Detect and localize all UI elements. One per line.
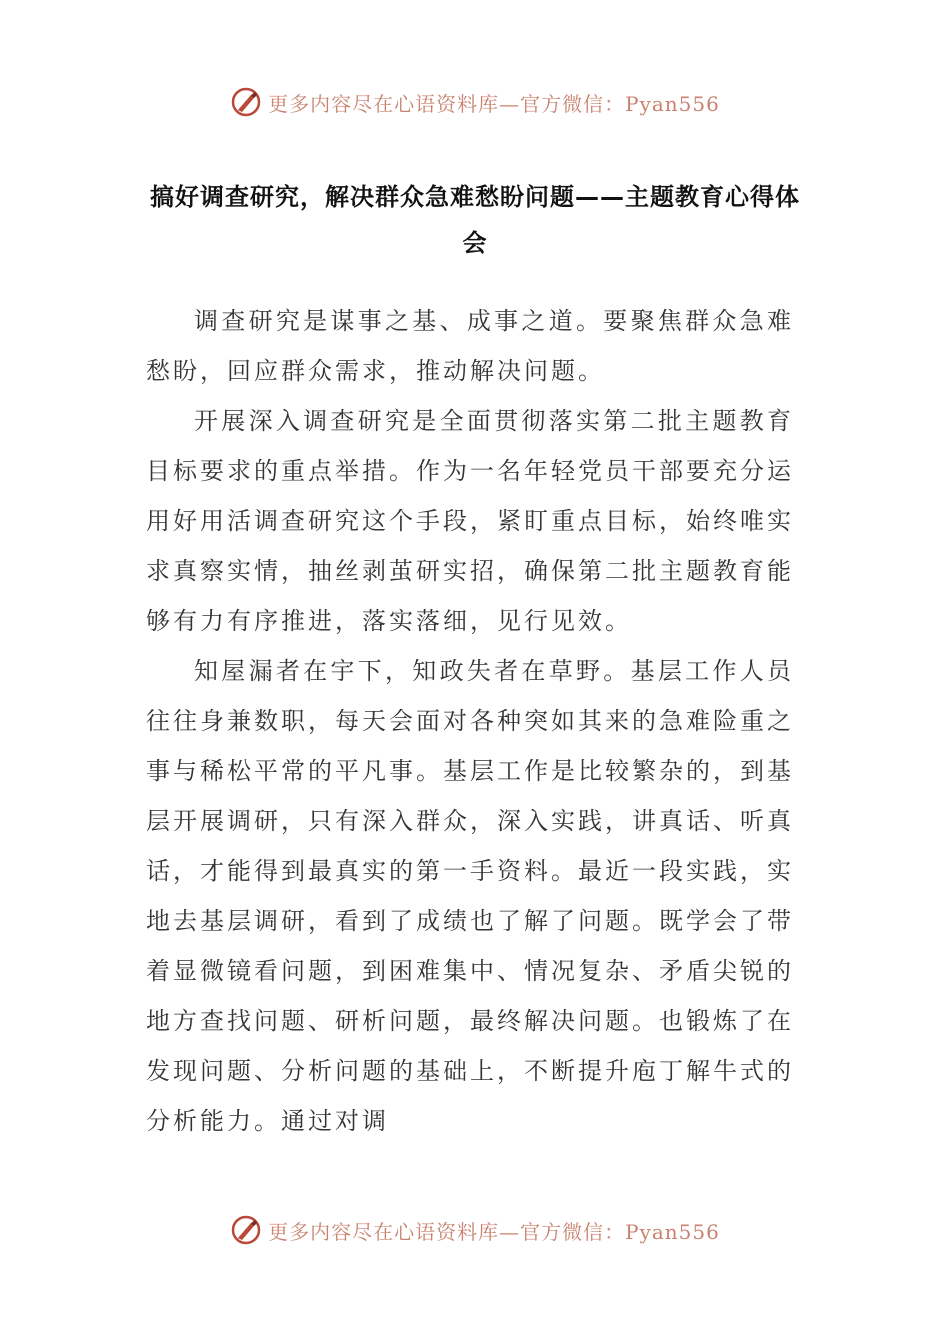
header-banner bbox=[0, 80, 950, 124]
pen-nib-logo-icon bbox=[230, 1214, 262, 1246]
footer-banner-text: 更多内容尽在心语资料库—官方微信：Pyan556 bbox=[268, 1219, 720, 1244]
document-body bbox=[146, 296, 794, 1146]
header-banner-text: 更多内容尽在心语资料库—官方微信：Pyan556 bbox=[268, 91, 720, 116]
paragraph: 知屋漏者在宇下，知政失者在草野。基层工作人员往往身兼数职，每天会面对各种突如其来的急难险重之事与稀松平常的平凡事。基层工作是比较繁杂的，到基层开展调研，只有深入群众，深入实践，讲真话、听真话，才能得到最真实的第一手资料。最近一段实践，实地去基层调研，看到了成绩也了解了问题。既学会了带着显微镜看问题，到困难集中、情况复杂、矛盾尖锐的地方查找问题、研析问题，最终解决问题。也锻炼了在发现问题、分析问题的基础上，不断提升庖丁解牛式的分析能力。通过对调 bbox=[146, 657, 794, 1135]
footer-banner bbox=[0, 1208, 950, 1252]
paragraph: 调查研究是谋事之基、成事之道。要聚焦群众急难愁盼，回应群众需求，推动解决问题。 bbox=[146, 307, 794, 385]
document-title: 搞好调查研究，解决群众急难愁盼问题——主题教育心得体会 bbox=[150, 183, 800, 257]
paragraph: 开展深入调查研究是全面贯彻落实第二批主题教育目标要求的重点举措。作为一名年轻党员干部要充分运用好用活调查研究这个手段，紧盯重点目标，始终唯实求真察实情，抽丝剥茧研实招，确保第二批主题教育能够有力有序推进，落实落细，见行见效。 bbox=[146, 407, 794, 635]
pen-nib-logo-icon bbox=[230, 86, 262, 118]
